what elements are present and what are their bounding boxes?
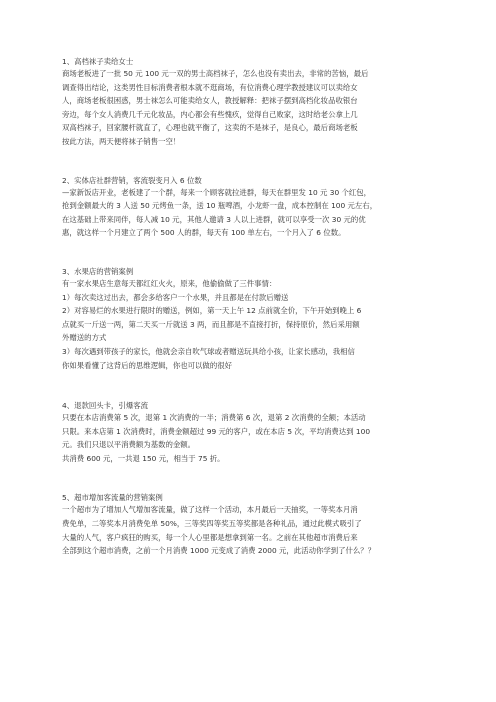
section-title: 2、实体店社群营销，客流裂变月入 6 位数 <box>62 175 202 185</box>
section-5 <box>62 492 457 557</box>
body-line: 抢到金额最大的 3 人送 50 元烤鱼一条，送 10 瓶啤酒，小龙虾一盘，成本控制在 100 元左右， <box>62 201 378 211</box>
body-line: 2）对容易烂的水果进行限时的赠送，例如，第一天上午 12 点前就全价，下午开始到晚上 6 <box>62 306 362 316</box>
section-body <box>62 277 457 372</box>
body-line: 旁边，每个女人消费几千元化妆品，内心都会有些愧疚，觉得自己败家，这时给老公拿上几 <box>62 109 358 119</box>
body-line: 元。我们只退以平消费额为基数的金额。 <box>62 440 196 450</box>
body-line: 你如果看懂了这背后的思维逻辑，你也可以做的很好 <box>62 360 232 370</box>
section-body <box>62 186 457 240</box>
body-line: 商场老板进了一批 50 元 100 元一双的男士高档袜子，怎么也没有卖出去，非常的苦恼，最后 <box>62 69 369 78</box>
section-1 <box>62 56 457 149</box>
body-line: 按此方法，两天便将袜子销售一空！ <box>62 136 181 146</box>
body-line: 人，商场老板很困惑，男士袜怎么可能卖给女人，教授解释：把袜子摆到高档化妆品收银台 <box>62 96 358 106</box>
body-line: 大量的人气，客户疯狂的购买，每一个人心里都是想拿到第一名。之前在其他超市消费后来 <box>62 532 358 542</box>
section-title: 3、水果店的营销案例 <box>62 266 134 276</box>
section-title: 4、退款回头卡，引爆客流 <box>62 401 149 411</box>
body-line: 1）每次卖这过出去，都会多给客户一个水果，并且都是在付款后赠送 <box>62 292 289 302</box>
body-line: 共消费 600 元，一共退 150 元，相当于 75 折。 <box>62 453 225 463</box>
body-line: 费免单，二等奖本月消费免单 50%，三等奖四等奖五等奖都是各种礼品，通过此模式吸引了 <box>62 519 362 529</box>
section-body <box>62 411 457 465</box>
body-line: 3）每次遇到带孩子的家长，他就会亲自吹气球或者赠送玩具给小孩，让家长感动，我相信 <box>62 346 355 356</box>
body-line: 调查得出结论，这类男性目标消费者根本就不逛商场，有位消费心理学教授建议可以卖给女 <box>62 82 358 92</box>
body-line: 外赠送的方式 <box>62 333 107 343</box>
section-body <box>62 67 457 149</box>
body-line: —家新饭店开业，老板建了一个群，每来一个顾客就拉进群，每天在群里发 10 元 30 个红包， <box>62 187 372 197</box>
document-page <box>62 56 457 558</box>
body-line: 点就买一斤送一两，第二天买一斤就送 3 两，而且都是不直接打折，保持原价，然后采用额 <box>62 319 360 329</box>
body-line: 全部到这个超市消费，之前一个月消费 1000 元变成了消费 2000 元，此活动你学到了什么？？ <box>62 546 376 556</box>
body-line: 有一家水果店生意每天都红红火火，原来，他偷偷做了三件事情： <box>62 278 277 288</box>
body-line: 只限。来本店第 1 次消费时，消费金额超过 99 元的客户，或在本店 5 次，平均消费达到 100 <box>62 426 371 436</box>
body-line: 一个超市为了增加人气增加客流量，做了这样一个活动，本月最后一天抽奖，一等奖本月消 <box>62 505 358 515</box>
section-title: 5、超市增加客流量的营销案例 <box>62 493 163 503</box>
section-3 <box>62 266 457 372</box>
section-title: 1、高档袜子卖给女士 <box>62 57 134 66</box>
section-2 <box>62 175 457 240</box>
body-line: 双高档袜子，回家腰杆就直了，心理也就平衡了，这卖的不是袜子，是良心，最后商场老板 <box>62 123 358 133</box>
section-4 <box>62 400 457 465</box>
body-line: 只要在本店消费第 5 次，退第 1 次消费的一半；消费第 6 次，退第 2 次消费的全额；本活动 <box>62 413 366 423</box>
body-line: 惠，就这样一个月建立了两个 500 人的群，每天有 100 单左右，一个月入了 6 位数。 <box>62 228 346 238</box>
body-line: 在这基础上带来同伴，每人减 10 元，其他人邀请 3 人以上进群，就可以享受一次 30 元的优 <box>62 214 366 224</box>
section-body <box>62 503 457 557</box>
